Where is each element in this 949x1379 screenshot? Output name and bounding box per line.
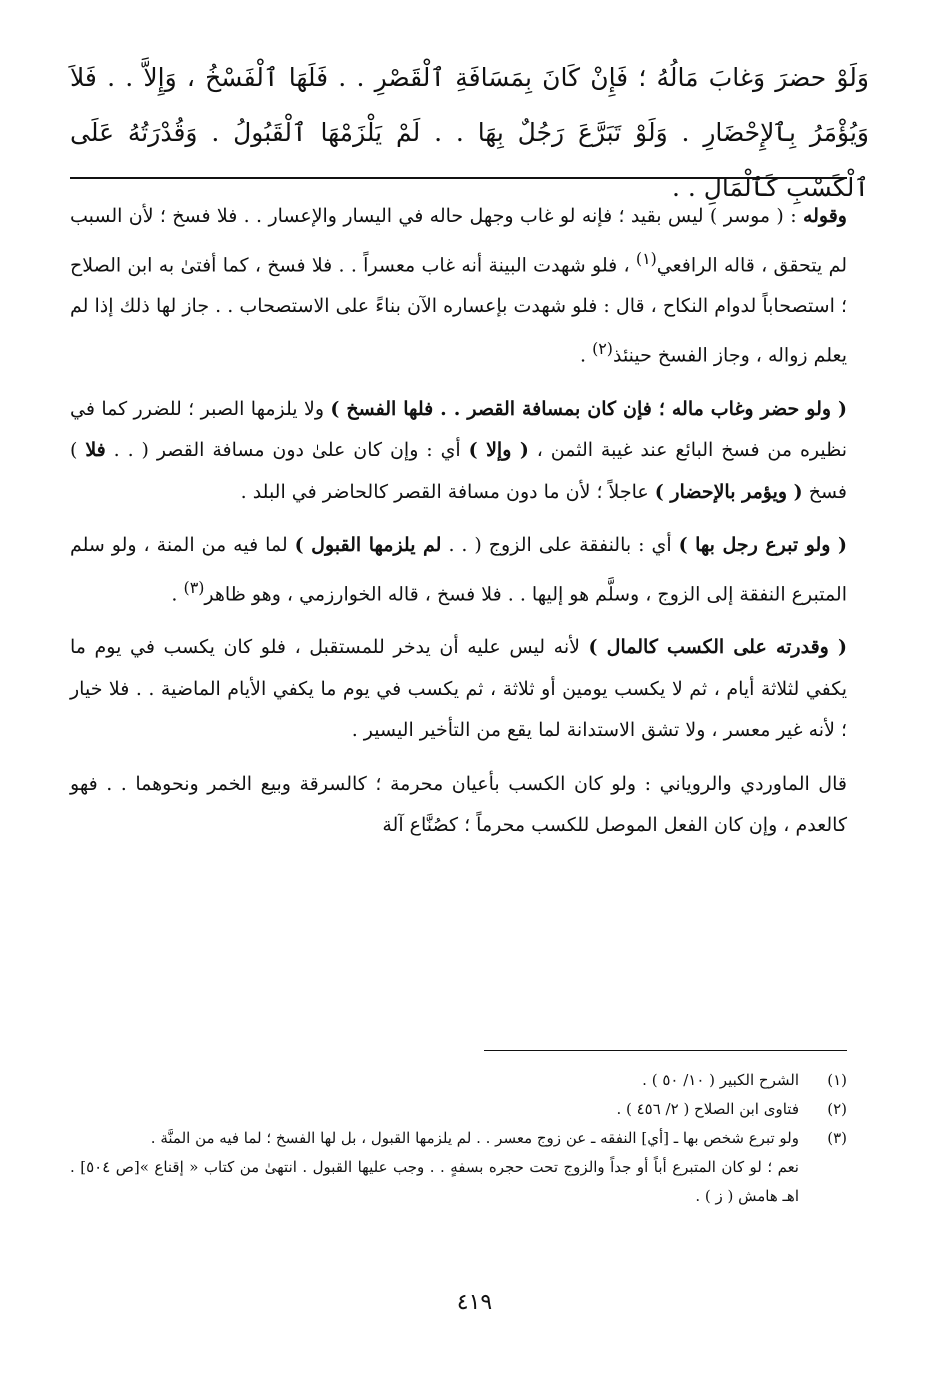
commentary-text-span: أي : وإن كان علىٰ دون مسافة القصر ( . . bbox=[105, 439, 469, 462]
commentary-text-span: لما فيه من المنة ، ولو سلم المتبرع النفقة إلى الزوج ، وسلَّم هو إليها . . فلا فسخ ، قاله الخوارزمي ، وهو ظاهر bbox=[70, 534, 847, 605]
matn-quote: ( ولو تبرع رجل بها ) bbox=[678, 534, 847, 557]
footnote-3-continuation: نعم ؛ لو كان المتبرع أباً أو جداً والزوج تحت حجره بسفهٍ . . وجب عليها القبول . انتهىٰ من كتاب « إقناع »[ص ٥٠٤] . اهـ هامش ( ز ) . bbox=[70, 1158, 799, 1205]
bold-lead: وقوله bbox=[802, 205, 847, 227]
commentary-text-span: لأنه ليس عليه أن يدخر للمستقبل ، فلو كان يكسب في يوم ما يكفي لثلاثة أيام ، ثم لا يكسب يومين أو ثلاثة ، ثم يكسب في يوم ما يكفي الأيام الماضية . . فلا خيار ؛ لأنه غير معسر ، ولا تشق الاستدانة لما يقع من التأخير اليسير . bbox=[70, 636, 847, 742]
footnote-number: (٢) bbox=[827, 1100, 847, 1118]
commentary-text-span: ) فسخ bbox=[70, 439, 847, 503]
commentary-text bbox=[70, 196, 847, 859]
footnote-text: ولو تبرع شخص بها ـ [أي] النفقه ـ عن زوج معسر . . لم يلزمها القبول ، بل لها الفسخ ؛ لما فيه من المنَّة . bbox=[150, 1129, 799, 1147]
matn-separator-line bbox=[70, 177, 847, 179]
commentary-text-span: قال الماوردي والروياني : ولو كان الكسب بأعيان محرمة ؛ كالسرقة وبيع الخمر ونحوهما . . فهو كالعدم ، وإن كان الفعل الموصل للكسب محرماً ؛ كصُنَّاع آلة bbox=[70, 772, 847, 837]
matn-quote: فلا bbox=[85, 439, 106, 462]
commentary-text-span: : ( موسر ) ليس بقيد ؛ فإنه لو غاب وجهل حاله في اليسار والإعسار . . فلا فسخ ؛ لأن السبب لم يتحقق ، قاله الرافعي bbox=[70, 205, 848, 276]
commentary-text-span: ، فلو شهدت البينة أنه غاب معسراً . . فلا فسخ ، كما أفتىٰ به ابن الصلاح ؛ استصحاباً لدوام النكاح ، قال : فلو شهدت بإعساره الآن بناءً على الاستصحاب . . جاز لها ذلك إذا لم يعلم زواله ، وجاز الفسخ حينئذ bbox=[70, 253, 847, 367]
matn-quote: ( ويؤمر بالإحضار ) bbox=[654, 480, 803, 503]
footnote-number: (٣) bbox=[827, 1129, 847, 1147]
commentary-paragraph-3 bbox=[70, 525, 847, 615]
footnote-text: الشرح الكبير ( ١٠/ ٥٠ ) . bbox=[642, 1071, 799, 1089]
footnote-2 bbox=[70, 1095, 847, 1124]
matn-quote: ( وقدرته على الكسب كالمال ) bbox=[588, 636, 847, 659]
footnote-separator-line bbox=[484, 1050, 847, 1051]
matn-paragraph: وَلَوْ حضرَ وَغابَ مَالُهُ ؛ فَإِنْ كَانَ بِمَسَافَةِ ٱلْقَصْرِ . . فَلَهَا ٱلْفَسْخُ ، وَإِلاَّ . . فَلاَ وَيُؤْمَرُ بِٱلإِحْضَارِ . وَلَوْ تَبَرَّعَ رَجُلٌ بِهَا . . لَمْ يَلْزَمْهَا ٱلْقَبُولُ . وَقُدْرَتُهُ عَلَى ٱلْكَسْبِ كَٱلْمَالِ . . bbox=[70, 63, 869, 202]
commentary-text-span: أي : بالنفقة على الزوج ( . . bbox=[441, 534, 679, 557]
commentary-text-span: عاجلاً ؛ لأن ما دون مسافة القصر كالحاضر في البلد . bbox=[240, 480, 655, 503]
footnote-marker: (٣) bbox=[183, 577, 205, 597]
commentary-paragraph-5 bbox=[70, 764, 847, 847]
matn-quote: ( ولو حضر وغاب ماله ؛ فإن كان بمسافة القصر . . فلها الفسخ ) bbox=[330, 397, 848, 420]
footnotes bbox=[70, 1066, 847, 1211]
commentary-text-span: ولا يلزمها الصبر ؛ للضرر كما في نظيره من فسخ البائع عند غيبة الثمن ، bbox=[70, 397, 848, 462]
matn-quote: لم يلزمها القبول ) bbox=[294, 534, 442, 557]
footnote-1 bbox=[70, 1066, 847, 1095]
commentary-paragraph-2 bbox=[70, 389, 847, 514]
commentary-paragraph-1 bbox=[70, 196, 847, 377]
commentary-paragraph-4 bbox=[70, 627, 847, 752]
footnote-text: فتاوى ابن الصلاح ( ٢/ ٤٥٦ ) . bbox=[616, 1100, 799, 1118]
commentary-text-span: . bbox=[579, 344, 593, 367]
matn-text bbox=[70, 50, 869, 215]
page-number: ٤١٩ bbox=[456, 1290, 493, 1315]
footnote-marker: (١) bbox=[635, 248, 657, 268]
matn-quote: ( وإلا ) bbox=[468, 439, 529, 462]
footnote-marker: (٢) bbox=[592, 338, 613, 358]
footnote-number: (١) bbox=[827, 1071, 847, 1089]
commentary-text-span: . bbox=[171, 582, 184, 605]
footnote-3 bbox=[70, 1124, 847, 1153]
